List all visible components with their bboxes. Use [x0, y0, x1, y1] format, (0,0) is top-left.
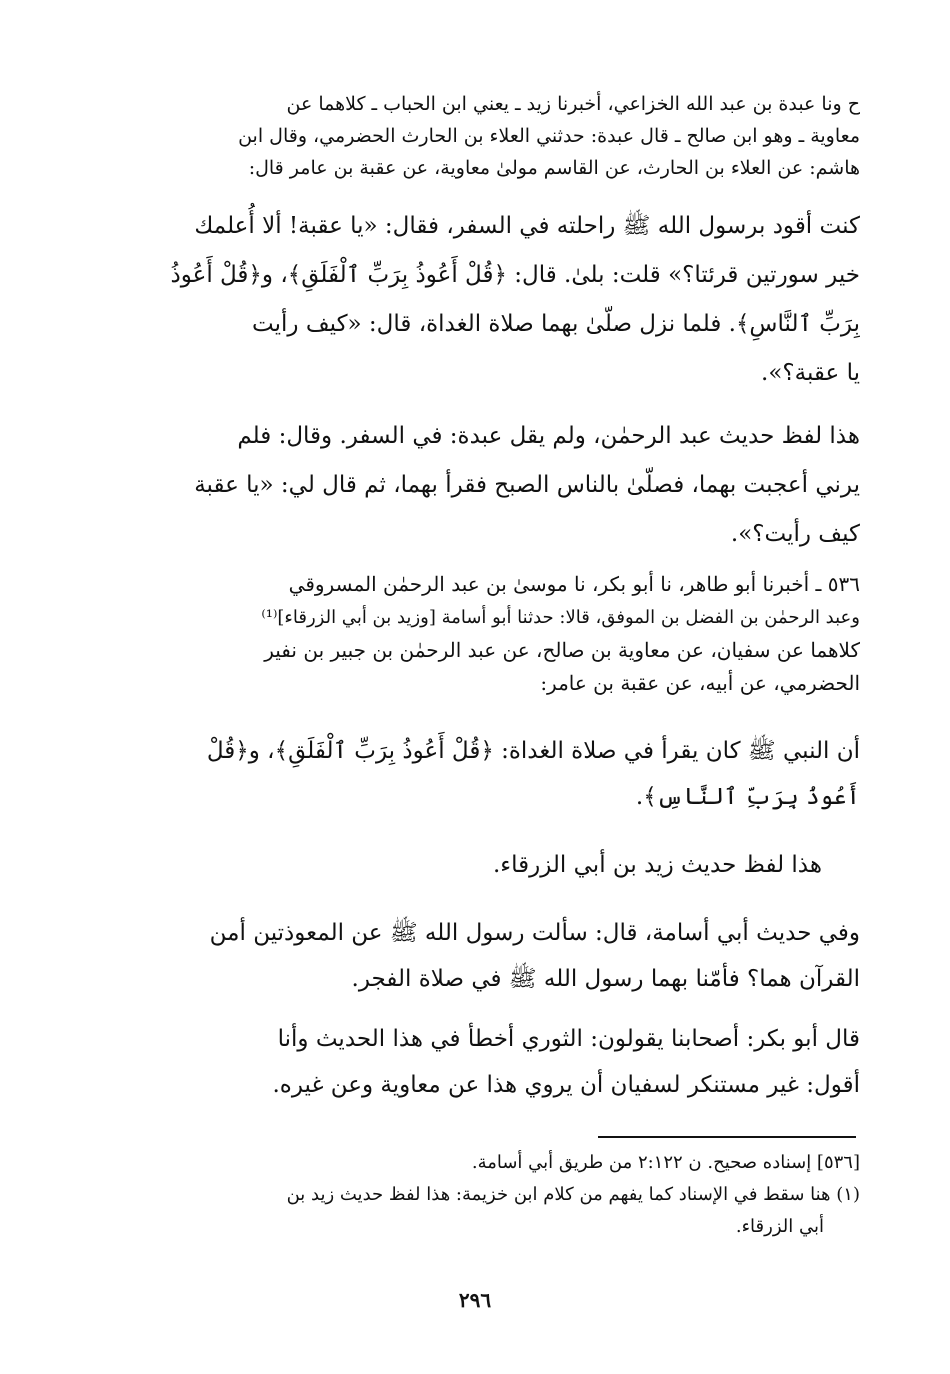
footnote-1-continuation: أبي الزرقاء.	[735, 1216, 824, 1237]
text-line: بِرَبِّ ٱلنَّاسِ﴾. فلما نزل صلّىٰ بهما صلاة الغداة، قال: «كيف رأيت	[252, 311, 860, 337]
matn-paragraph-1	[108, 202, 860, 398]
comment-paragraph-4	[108, 1016, 860, 1108]
text-line: كيف رأيت؟».	[730, 521, 860, 547]
comment-paragraph-1	[108, 412, 860, 559]
text-line: الحضرمي، عن أبيه، عن عقبة بن عامر:	[540, 671, 860, 695]
text-line: كنت أقود برسول الله ﷺ راحلته في السفر، فقال: «يا عقبة! ألا أُعلمك	[194, 213, 860, 239]
text-line: وعبد الرحمٰن بن الفضل بن الموفق، قالا: حدثنا أبو أسامة [وزيد بن أبي الزرقاء]⁽¹⁾	[261, 607, 860, 628]
text-line: يرني أعجبت بهما، فصلّىٰ بالناس الصبح فقرأ بهما، ثم قال لي: «يا عقبة	[194, 472, 860, 498]
isnad-paragraph-536	[108, 568, 860, 700]
page-number: ٢٩٦	[458, 1288, 492, 1312]
text-line: أقول: غير مستنكر لسفيان أن يروي هذا عن معاوية وعن غيره.	[272, 1072, 860, 1098]
text-line: معاوية ـ وهو ابن صالح ـ قال عبدة: حدثني العلاء بن الحارث الحضرمي، وقال ابن	[238, 125, 860, 147]
text-line: خير سورتين قرئتا؟» قلت: بلىٰ. قال: ﴿قُلْ أَعُوذُ بِرَبِّ ٱلْفَلَقِ﴾، و﴿قُلْ أَعُوذُ	[170, 262, 860, 288]
text-line: وفي حديث أبي أسامة، قال: سألت رسول الله ﷺ عن المعوذتين أمن	[209, 920, 860, 946]
text-line: كلاهما عن سفيان، عن معاوية بن صالح، عن عبد الرحمٰن بن جبير بن نفير	[264, 638, 860, 662]
comment-paragraph-3	[108, 910, 860, 1002]
matn-paragraph-536	[108, 728, 860, 820]
text-line: قال أبو بكر: أصحابنا يقولون: الثوري أخطأ في هذا الحديث وأنا	[277, 1026, 860, 1052]
footnote-divider	[598, 1136, 856, 1138]
text-line: ح ونا عبدة بن عبد الله الخزاعي، أخبرنا زيد ـ يعني ابن الحباب ـ كلاهما عن	[286, 93, 860, 115]
isnad-paragraph-1	[108, 88, 860, 184]
text-line: هاشم: عن العلاء بن الحارث، عن القاسم مولىٰ معاوية، عن عقبة بن عامر قال:	[248, 157, 860, 179]
text-line: القرآن هما؟ فأمّنا بهما رسول الله ﷺ في صلاة الفجر.	[351, 966, 860, 992]
text-line: ٥٣٦ ـ أخبرنا أبو طاهر، نا أبو بكر، نا موسىٰ بن عبد الرحمٰن المسروقي	[288, 572, 860, 596]
footnotes	[108, 1147, 860, 1243]
text-line: أن النبي ﷺ كان يقرأ في صلاة الغداة: ﴿قُلْ أَعُوذُ بِرَبِّ ٱلْفَلَقِ﴾، و﴿قُلْ	[206, 738, 860, 764]
text-line: هذا لفظ حديث زيد بن أبي الزرقاء.	[493, 852, 822, 878]
text-line: يا عقبة؟».	[761, 360, 860, 386]
text-line: هذا لفظ حديث عبد الرحمٰن، ولم يقل عبدة: في السفر. وقال: فلم	[237, 423, 860, 449]
text-line: أَعُوذُ بِرَبِّ ٱلنَّاسِ﴾.	[635, 784, 860, 810]
footnote-1: (١) هنا سقط في الإسناد كما يفهم من كلام ابن خزيمة: هذا لفظ حديث زيد بن	[286, 1184, 860, 1205]
comment-paragraph-2	[108, 842, 860, 888]
takhrij-footnote: [٥٣٦] إسناده صحيح. ن ٢:١٢٢ من طريق أبي أسامة.	[471, 1152, 860, 1173]
